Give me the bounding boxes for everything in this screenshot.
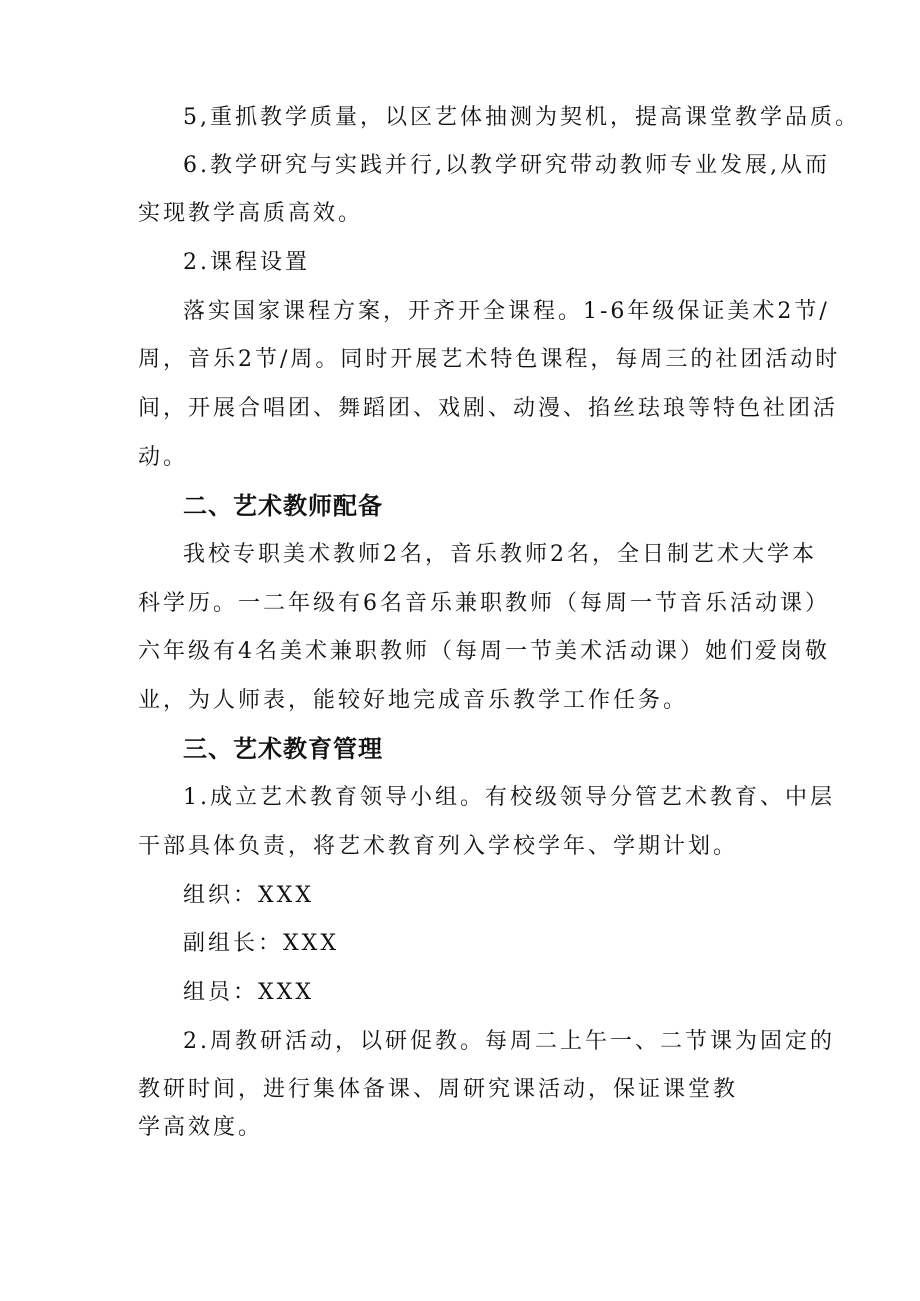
paragraph-line: 2.周教研活动，以研促教。每周二上午一、二节课为固定的 bbox=[183, 1029, 835, 1054]
paragraph-line: 学高效度。 bbox=[138, 1115, 264, 1140]
paragraph-line: 业，为人师表，能较好地完成音乐教学工作任务。 bbox=[138, 688, 689, 713]
paragraph-line: 5,重抓教学质量，以区艺体抽测为契机，提高课堂教学品质。 bbox=[183, 105, 860, 130]
paragraph-line: 我校专职美术教师2名，音乐教师2名，全日制艺术大学本 bbox=[183, 542, 817, 567]
paragraph-line: 间，开展合唱团、舞蹈团、戏剧、动漫、掐丝珐琅等特色社团活 bbox=[138, 396, 839, 421]
roster-members: 组员：XXX bbox=[183, 980, 314, 1005]
roster-organizer: 组织：XXX bbox=[183, 883, 314, 908]
paragraph-line: 实现教学高质高效。 bbox=[138, 201, 364, 226]
paragraph-line: 周，音乐2节/周。同时开展艺术特色课程，每周三的社团活动时 bbox=[138, 347, 841, 372]
paragraph-line: 科学历。一二年级有6名音乐兼职教师（每周一节音乐活动课） bbox=[138, 591, 830, 616]
paragraph-line: 1.成立艺术教育领导小组。有校级领导分管艺术教育、中层 bbox=[183, 785, 835, 810]
paragraph-line: 教研时间，进行集体备课、周研究课活动，保证课堂教 bbox=[138, 1077, 739, 1102]
paragraph-line: 六年级有4名美术兼职教师（每周一节美术活动课）她们爱岗敬 bbox=[138, 639, 830, 664]
section-heading-art-education-management: 三、艺术教育管理 bbox=[183, 735, 383, 763]
paragraph-line: 落实国家课程方案，开齐开全课程。1-6年级保证美术2节/ bbox=[183, 299, 830, 324]
section-heading-teacher-staffing: 二、艺术教师配备 bbox=[183, 492, 383, 520]
paragraph-line: 动。 bbox=[138, 445, 189, 470]
paragraph-line: 干部具体负责，将艺术教育列入学校学年、学期计划。 bbox=[138, 834, 739, 859]
roster-deputy-leader: 副组长：XXX bbox=[183, 931, 339, 956]
subheading-course-setup: 2.课程设置 bbox=[183, 250, 310, 275]
paragraph-line: 6.教学研究与实践并行,以教学研究带动教师专业发展,从而 bbox=[183, 153, 830, 178]
